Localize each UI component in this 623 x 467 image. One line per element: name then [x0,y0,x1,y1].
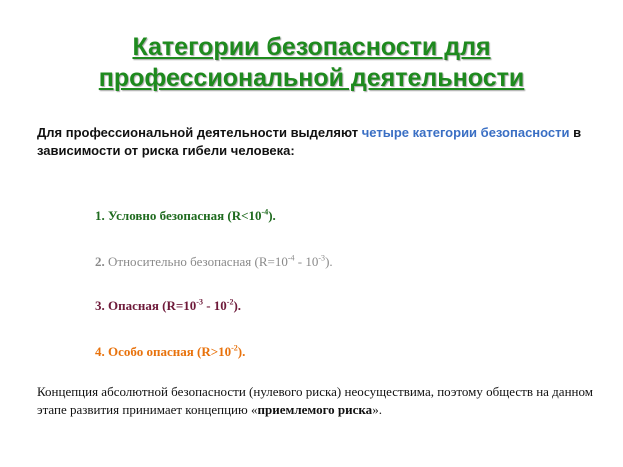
conclusion-text-start: Концепция абсолютной безопасности (нулевого риска) неосуществима, поэтому обществ на данном этапе развития принимает концепцию « [37,384,593,417]
conclusion-text-end: ». [372,402,382,417]
category-text-end: ). [268,208,276,223]
category-exponent: -2 [231,343,238,353]
category-text-range: - 10 [294,254,319,269]
category-exponent: -4 [261,207,269,217]
category-item-4 [95,344,245,360]
category-number: 2. [95,254,108,269]
category-number: 1. [95,208,108,223]
category-text-end: ). [325,254,333,269]
conclusion-paragraph [37,383,602,419]
category-text-range: - 10 [202,298,227,313]
intro-highlight: четыре категории безопасности [361,125,570,140]
category-item-1 [95,208,276,224]
slide-title [0,32,623,94]
slide-title-line-2: профессиональной деятельности [98,64,525,92]
category-item-2 [95,254,333,270]
intro-text-start: Для профессиональной деятельности выделяют [37,125,362,140]
conclusion-bold-term: приемлемого риска [257,402,373,417]
category-exponent-high: -3 [318,253,326,263]
category-text: Относительно безопасная (R=10 [108,254,288,269]
intro-text-end: в зависимости от риска гибели человека: [37,125,582,158]
category-number: 3. [95,298,108,313]
category-text: Особо опасная (R>10 [108,344,232,359]
category-text: Опасная (R=10 [108,298,197,313]
slide-title-line-1: Категории безопасности для [132,33,491,61]
category-item-3 [95,298,241,314]
category-text-end: ). [237,344,246,359]
category-number: 4. [95,344,108,359]
category-exponent-low: -3 [196,297,203,307]
category-text: Условно безопасная (R<10 [108,208,262,223]
category-exponent-high: -2 [226,297,234,307]
intro-paragraph [37,124,597,160]
category-text-end: ). [233,298,242,313]
category-exponent-low: -4 [287,253,295,263]
